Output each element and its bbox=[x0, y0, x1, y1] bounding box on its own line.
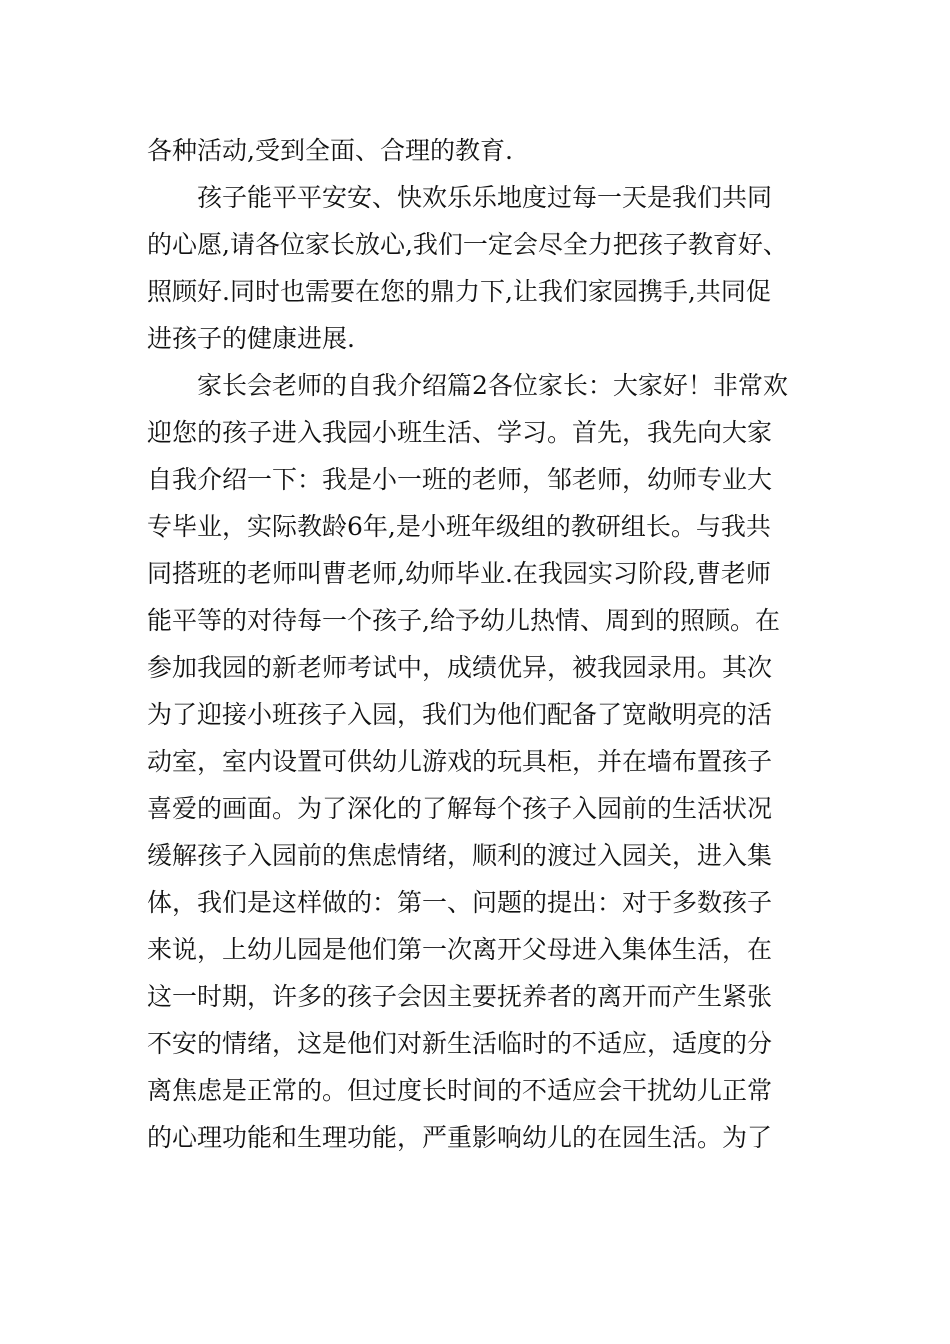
text-line: 自我介绍一下：我是小一班的老师，邹老师，幼师专业大 bbox=[147, 465, 773, 494]
text-line: 的心理功能和生理功能，严重影响幼儿的在园生活。为了 bbox=[147, 1123, 773, 1152]
text-line: 体，我们是这样做的：第一、问题的提出：对于多数孩子 bbox=[147, 888, 773, 917]
text-line: 迎您的孩子进入我园小班生活、学习。首先，我先向大家 bbox=[147, 418, 773, 447]
text-line: 进孩子的健康进展. bbox=[147, 324, 355, 353]
text-line: 喜爱的画面。为了深化的了解每个孩子入园前的生活状况 bbox=[147, 794, 773, 823]
document-body bbox=[147, 127, 827, 1161]
text-line: 缓解孩子入园前的焦虑情绪，顺利的渡过入园关，进入集 bbox=[147, 841, 773, 870]
text-line: 的心愿,请各位家长放心,我们一定会尽全力把孩子教育好、 bbox=[147, 230, 788, 259]
text-line: 照顾好.同时也需要在您的鼎力下,让我们家园携手,共同促 bbox=[147, 277, 771, 306]
text-line: 各种活动,受到全面、合理的教育. bbox=[147, 136, 513, 165]
text-line: 动室，室内设置可供幼儿游戏的玩具柜，并在墙布置孩子 bbox=[147, 747, 773, 776]
text-line: 参加我园的新老师考试中，成绩优异，被我园录用。其次 bbox=[147, 653, 773, 682]
text-line: 专毕业，实际教龄6年,是小班年级组的教研组长。与我共 bbox=[147, 512, 771, 541]
paragraph-start-line: 家长会老师的自我介绍篇2各位家长：大家好！非常欢 bbox=[197, 371, 788, 400]
text-line: 来说，上幼儿园是他们第一次离开父母进入集体生活，在 bbox=[147, 935, 773, 964]
text-line: 离焦虑是正常的。但过度长时间的不适应会干扰幼儿正常 bbox=[147, 1076, 773, 1105]
text-line: 不安的情绪，这是他们对新生活临时的不适应，适度的分 bbox=[147, 1029, 773, 1058]
text-line: 同搭班的老师叫曹老师,幼师毕业.在我园实习阶段,曹老师 bbox=[147, 559, 771, 588]
text-line: 能平等的对待每一个孩子,给予幼儿热情、周到的照顾。在 bbox=[147, 606, 780, 635]
text-line: 这一时期，许多的孩子会因主要抚养者的离开而产生紧张 bbox=[147, 982, 773, 1011]
text-line: 为了迎接小班孩子入园，我们为他们配备了宽敞明亮的活 bbox=[147, 700, 773, 729]
paragraph-start-line: 孩子能平平安安、快欢乐乐地度过每一天是我们共同 bbox=[197, 183, 773, 212]
